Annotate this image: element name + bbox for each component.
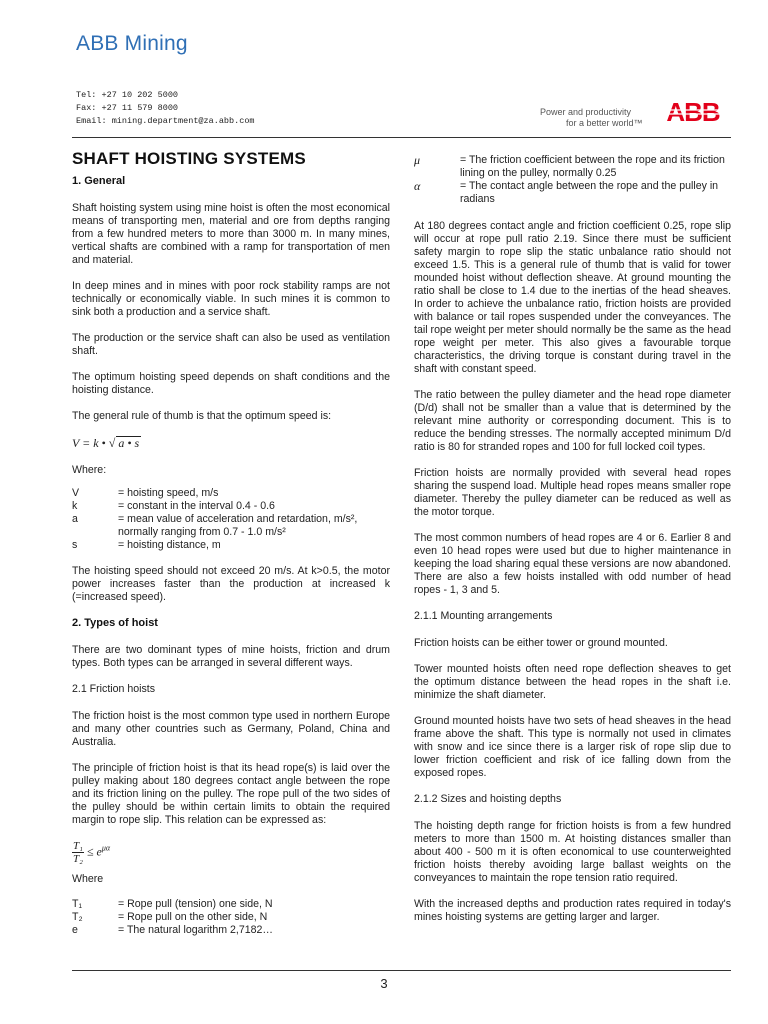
- definition-symbol: k: [72, 500, 78, 512]
- paragraph: The hoisting depth range for friction hoists is from a few hundred meters to more than 1500 m. At hoisting distances smaller than about 400 - 500 m it is often economical to use counterweighted friction hoists thereby avoiding large ballast weights on the conveyances to maintain the rope tension ratio required.: [414, 820, 731, 884]
- paragraph: In deep mines and in mines with poor rock stability ramps are not technically or economically viable. In such mines it is common to sink both a production and a service shaft.: [72, 280, 390, 318]
- paragraph: Shaft hoisting system using mine hoist is often the most economical means of transporting men, material and ore from depths ranging from a few hundred meters to more than 3000 m. In many mines, vertical shafts are combined with a ramp for transportation of men and material.: [72, 202, 390, 266]
- paragraph: Tower mounted hoists often need rope deflection sheaves to get the optimum distance between the head ropes in the shaft i.e. minimize the shaft diameter.: [414, 663, 731, 701]
- definition-text: = mean value of acceleration and retardation, m/s², normally ranging from 0.7 - 1.0 m/s²: [118, 513, 358, 538]
- paragraph: Friction hoists can be either tower or ground mounted.: [414, 637, 668, 649]
- definition-row: [414, 154, 731, 180]
- paragraph: There are two dominant types of mine hoists, friction and drum types. Both types can be arranged in several different ways.: [72, 644, 390, 669]
- friction-formula-rhs: ≤ e: [86, 844, 102, 859]
- footer-divider: [72, 970, 731, 971]
- definition-text: = The natural logarithm 2,7182…: [118, 924, 273, 936]
- friction-formula-exponent: μα: [101, 843, 111, 853]
- tension-denominator: T₂: [73, 853, 83, 865]
- paragraph: The most common numbers of head ropes are 4 or 6. Earlier 8 and even 10 head ropes were used but due to higher maintenance in keeping the load sharing equal these versions are now abandoned. There are also a few hoists installed with odd number of head ropes - 1, 3 and 5.: [414, 532, 731, 596]
- friction-definitions: [72, 898, 390, 937]
- subsection-heading-mounting: 2.1.1 Mounting arrangements: [414, 610, 553, 622]
- paragraph: Ground mounted hoists have two sets of head sheaves in the head frame above the shaft. This type is normally not used in climates with snow and ice since there is a larger risk of rope slip due to lower friction coefficient and risk of ice falling down from the exposed ropes.: [414, 715, 731, 779]
- definition-symbol: μ: [414, 153, 421, 167]
- symbol-definitions: [414, 154, 731, 206]
- section-heading-types: 2. Types of hoist: [72, 617, 158, 629]
- definition-text: = hoisting speed, m/s: [118, 487, 219, 499]
- definition-symbol: s: [72, 539, 78, 551]
- speed-formula-lhs: V = k •: [72, 436, 109, 450]
- paragraph: The production or the service shaft can also be used as ventilation shaft.: [72, 332, 390, 357]
- paragraph: The optimum hoisting speed depends on shaft conditions and the hoisting distance.: [72, 371, 390, 396]
- definition-text: = The contact angle between the rope and the pulley in radians: [460, 180, 719, 205]
- header-divider: [72, 137, 731, 138]
- page-title: SHAFT HOISTING SYSTEMS: [72, 149, 306, 168]
- definition-symbol: a: [72, 513, 78, 525]
- definition-row: [72, 487, 390, 500]
- speed-formula: V = k • √ a • s: [72, 436, 140, 450]
- definition-symbol: T₁: [72, 898, 83, 910]
- fax-line: Fax: +27 11 579 8000: [76, 103, 179, 113]
- definition-row: [414, 180, 731, 206]
- definition-row: [72, 911, 390, 924]
- tagline-line-1: Power and productivity: [540, 107, 632, 117]
- paragraph: The friction hoist is the most common type used in northern Europe and many other countries such as Germany, Poland, China and Australia.: [72, 710, 390, 748]
- paragraph: With the increased depths and production rates required in today's mines hoisting systems are getting larger and larger.: [414, 898, 731, 923]
- tension-numerator: T₁: [73, 840, 83, 852]
- definition-text: = constant in the interval 0.4 - 0.6: [118, 500, 275, 512]
- email-line: Email: mining.department@za.abb.com: [76, 116, 255, 126]
- friction-formula: [72, 840, 390, 865]
- definition-symbol: V: [72, 487, 80, 499]
- brand-name: ABB Mining: [76, 32, 188, 55]
- definition-row: [72, 898, 390, 911]
- paragraph: The general rule of thumb is that the optimum speed is:: [72, 410, 332, 422]
- abb-logo-icon: [656, 99, 730, 125]
- paragraph: At 180 degrees contact angle and friction coefficient 0.25, rope slip will occur at rope pull ratio 2.19. Since there must be sufficient safety margin to rope slip the static unbalance ratio should not exceed 1.5. This is a general rule of thumb that is valid for tower mounded hoist without deflection sheave. At ground mounting the ratio shall be close to 1.4 due to the inertias of the head sheaves. In order to achieve the unbalance ratio, friction hoists are provided with balance or tail ropes suspended under the conveyances. The tail rope weight per meter should normally be the same as the head rope weight per meter. This also gives a favourable torque characteristics, the driving torque is constant during travel in the shaft with constant speed.: [414, 220, 731, 375]
- definition-symbol: T₂: [72, 911, 83, 923]
- tension-ratio: [72, 840, 84, 865]
- definition-text: = Rope pull on the other side, N: [118, 911, 268, 923]
- definition-row: [72, 513, 390, 539]
- left-column: [72, 150, 390, 950]
- definition-text: = Rope pull (tension) one side, N: [118, 898, 273, 910]
- svg-text:ABB: ABB: [666, 99, 720, 125]
- right-column: [414, 154, 731, 937]
- definition-row: [72, 924, 390, 937]
- definition-symbol: α: [414, 179, 421, 193]
- paragraph: The hoisting speed should not exceed 20 m/s. At k>0.5, the motor power increases faster than the production at increased k (=increased speed).: [72, 565, 390, 603]
- subsection-heading-sizes: 2.1.2 Sizes and hoisting depths: [414, 793, 562, 805]
- where-label: Where: [72, 873, 104, 885]
- contact-info: [76, 89, 255, 128]
- tagline: [540, 107, 643, 129]
- subsection-heading-friction: 2.1 Friction hoists: [72, 683, 156, 695]
- tagline-line-2: for a better world™: [566, 118, 643, 128]
- speed-definitions: [72, 487, 390, 552]
- definition-row: [72, 539, 390, 552]
- paragraph: Friction hoists are normally provided with several head ropes sharing the suspend load. Multiple head ropes means smaller rope diameter. Thereby the pulley diameter can be reduced as well as the motor torque.: [414, 467, 731, 518]
- paragraph: The principle of friction hoist is that its head rope(s) is laid over the pulley making about 180 degrees contact angle between the rope and its friction lining on the pulley. The rope pull of the two sides of the pulley should be within certain limits to obtain the required margin to rope slip. This relation can be expressed as:: [72, 762, 390, 826]
- paragraph: The ratio between the pulley diameter and the head rope diameter (D/d) shall not be smaller than a value that is determined by the relevant mine authority or corresponding document. This is to reduce the bending stresses. The normally accepted minimum D/d ratio is 80 for stranded ropes and 100 for full locked coil types.: [414, 389, 731, 453]
- page-number: 3: [380, 976, 388, 991]
- definition-symbol: e: [72, 924, 78, 936]
- definition-text: = The friction coefficient between the rope and its friction lining on the pulley, normally 0.25: [460, 154, 725, 179]
- definition-row: [72, 500, 390, 513]
- speed-formula-root: a • s: [118, 436, 140, 450]
- tel-line: Tel: +27 10 202 5000: [76, 90, 179, 100]
- where-label: Where:: [72, 464, 107, 476]
- definition-text: = hoisting distance, m: [118, 539, 221, 551]
- section-heading-general: 1. General: [72, 175, 126, 187]
